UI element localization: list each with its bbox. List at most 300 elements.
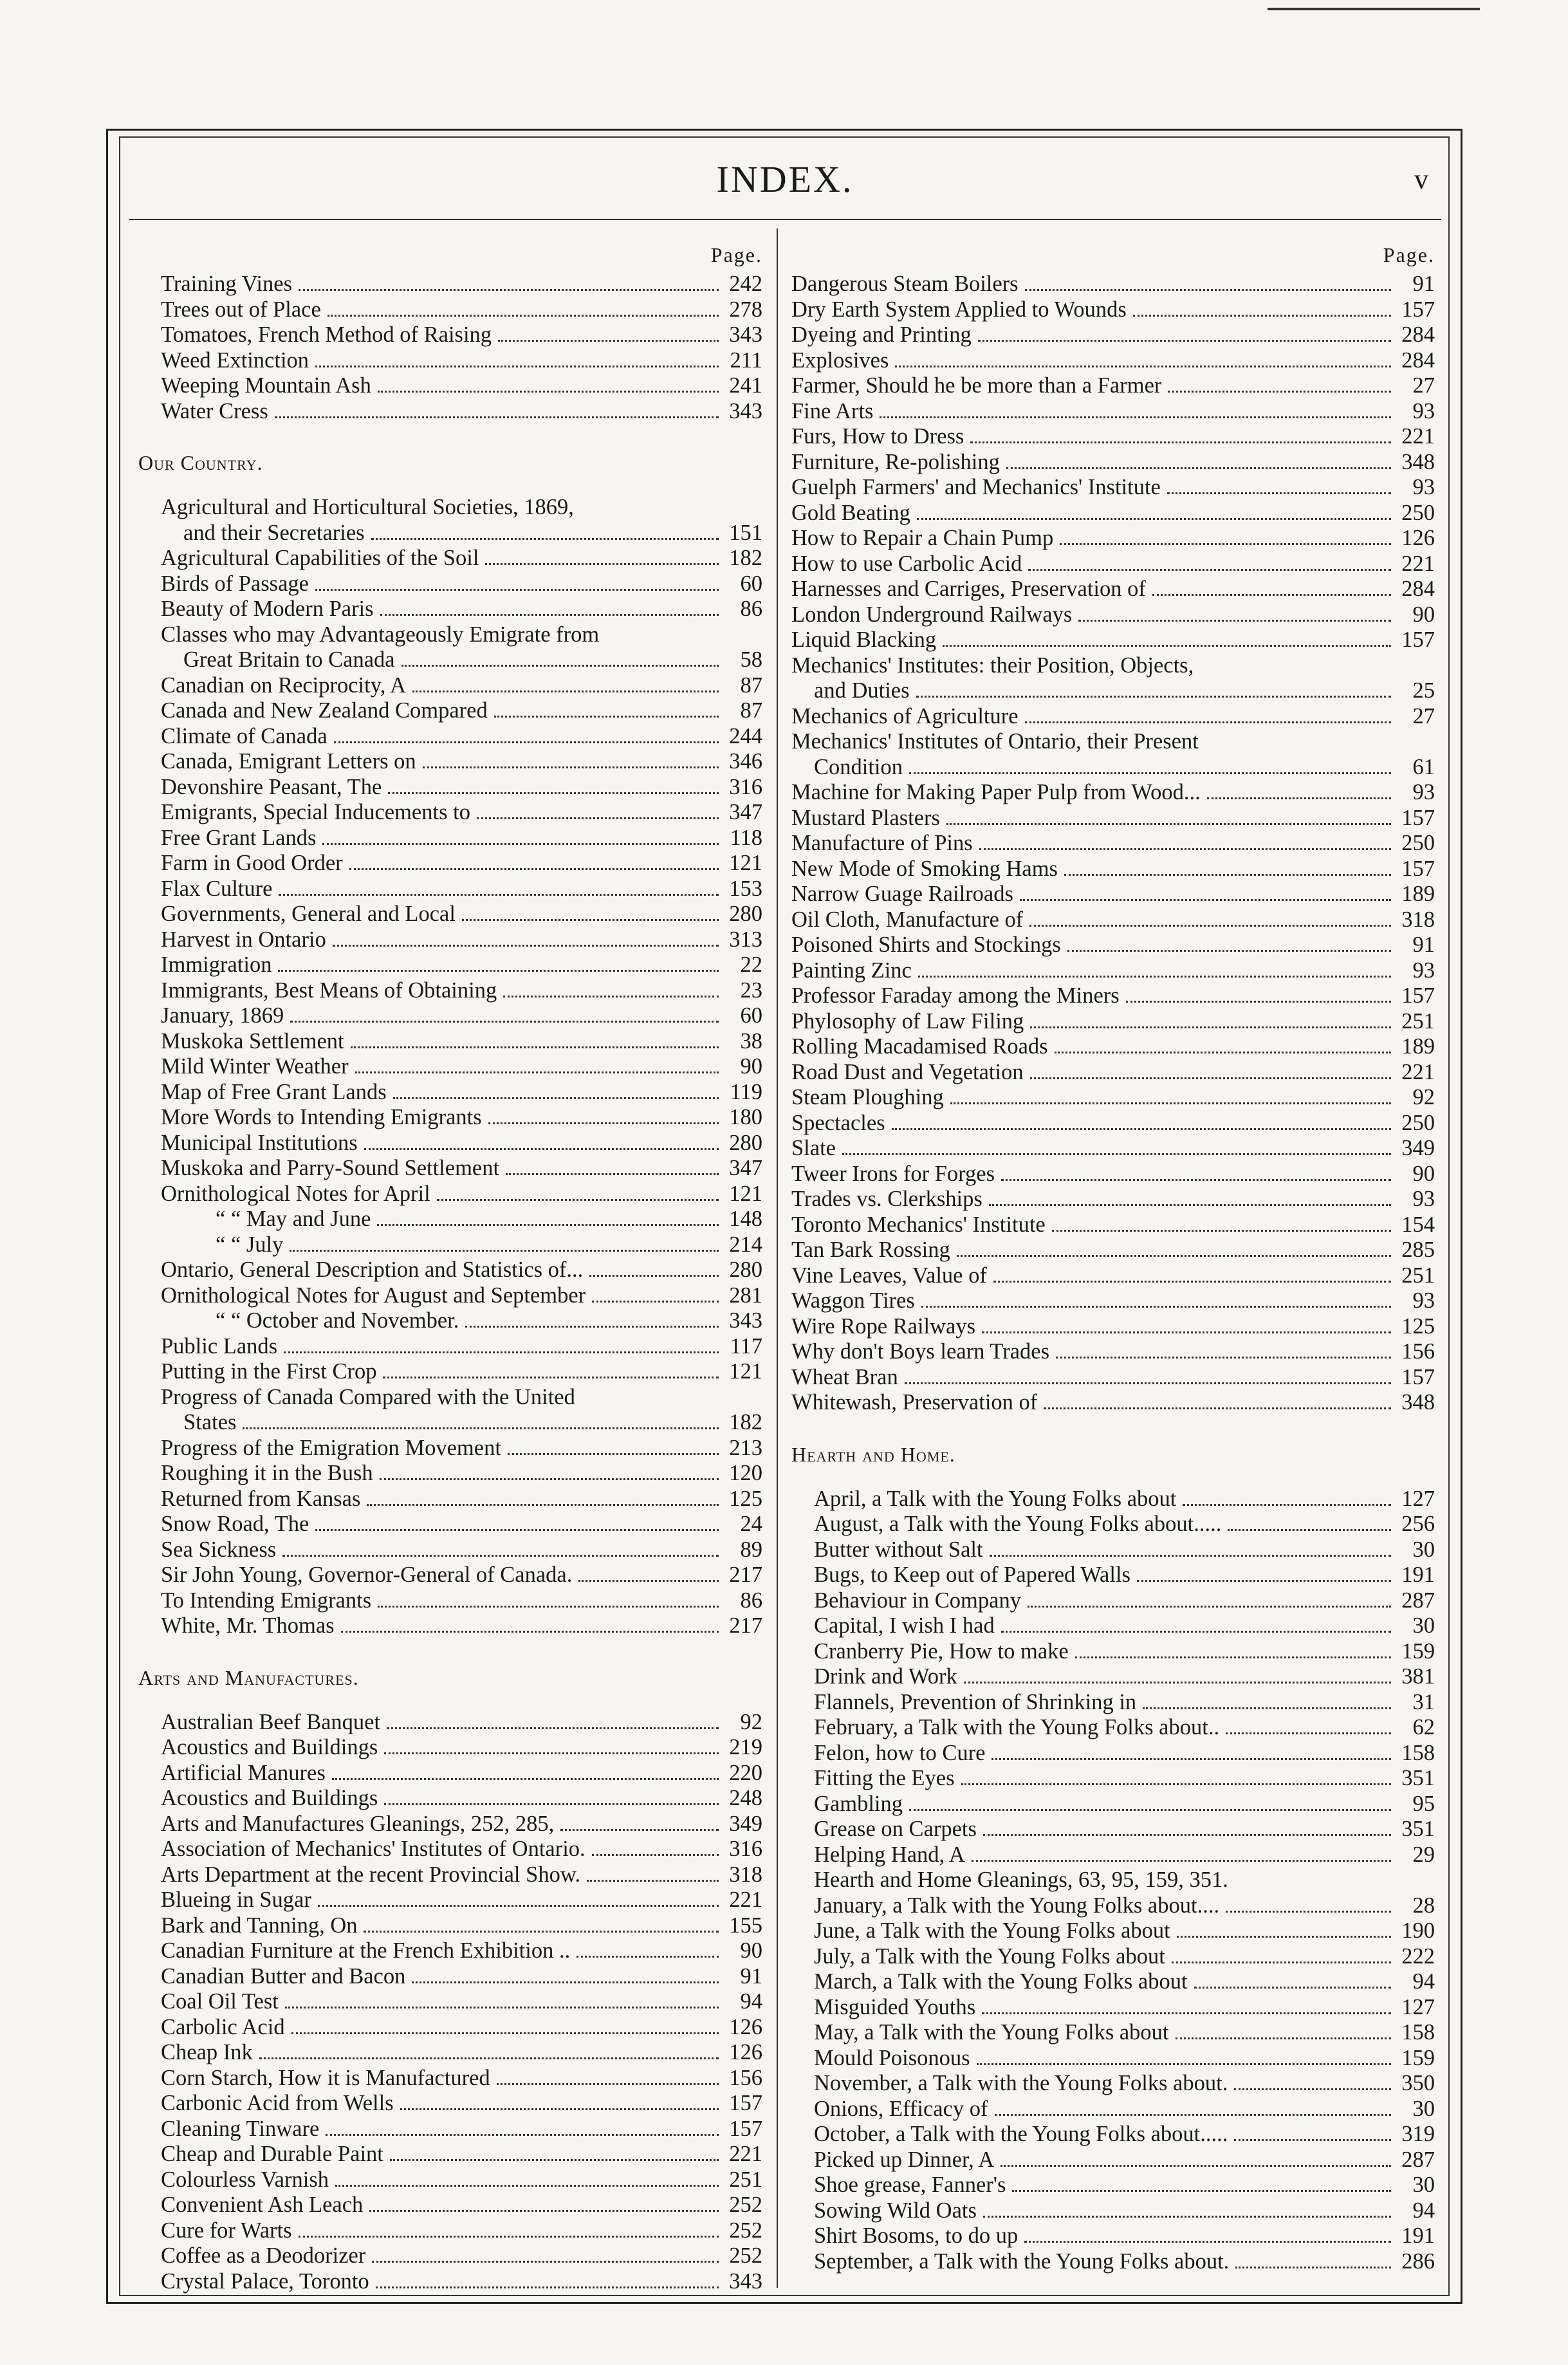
leader-dots bbox=[364, 1931, 719, 1933]
index-entry bbox=[138, 2142, 762, 2167]
index-entry-label: Cure for Warts bbox=[161, 2218, 292, 2243]
index-entry bbox=[791, 907, 1435, 933]
index-entry bbox=[791, 704, 1435, 730]
leader-dots bbox=[400, 2108, 719, 2110]
index-entry-page: 157 bbox=[729, 2116, 762, 2141]
index-entry-page: 25 bbox=[1412, 678, 1435, 703]
right-entries-1 bbox=[791, 272, 1435, 653]
index-entry bbox=[791, 2249, 1435, 2275]
leader-dots bbox=[950, 1102, 1391, 1104]
index-entry-label: Farm in Good Order bbox=[161, 851, 343, 875]
leader-dots bbox=[1194, 1987, 1391, 1989]
index-entry bbox=[138, 673, 762, 699]
leader-dots bbox=[989, 1204, 1391, 1206]
leader-dots bbox=[327, 315, 719, 317]
leader-dots bbox=[364, 1148, 719, 1150]
leader-dots bbox=[488, 1122, 719, 1124]
index-entry-page: 121 bbox=[729, 1181, 762, 1206]
index-entry-label: Furniture, Re-polishing bbox=[791, 449, 1000, 474]
our-country-entries-1 bbox=[138, 546, 762, 622]
index-entry-label: Explosives bbox=[791, 348, 889, 373]
index-entry-label: Municipal Institutions bbox=[161, 1130, 358, 1155]
index-entry bbox=[138, 597, 762, 622]
leader-dots bbox=[1234, 2088, 1391, 2090]
index-entry-page: 90 bbox=[740, 1054, 762, 1079]
index-entry bbox=[791, 1588, 1435, 1614]
index-entry-page: 121 bbox=[729, 1359, 762, 1384]
index-entry-label: Slate bbox=[791, 1136, 836, 1160]
leader-dots bbox=[1172, 1962, 1391, 1963]
leader-dots bbox=[437, 1199, 719, 1201]
index-entry-label: Wire Rope Railways bbox=[791, 1313, 976, 1339]
index-entry bbox=[791, 932, 1435, 958]
index-entry-label: Mustard Plasters bbox=[791, 805, 940, 830]
index-entry bbox=[138, 2117, 762, 2142]
index-entry-page: 343 bbox=[729, 1308, 762, 1333]
leader-dots bbox=[393, 1097, 719, 1099]
index-entry-label: Corn Starch, How it is Manufactured bbox=[161, 2065, 490, 2090]
index-entry bbox=[138, 2015, 762, 2041]
index-entry-page: 157 bbox=[1401, 627, 1435, 652]
index-entry-page: 221 bbox=[1401, 1059, 1435, 1084]
index-entry-label: Shoe grease, Fanner's bbox=[814, 2173, 1006, 2197]
leader-dots bbox=[315, 1529, 719, 1531]
index-entry bbox=[791, 2198, 1435, 2224]
index-entry-page: 221 bbox=[1401, 551, 1435, 576]
index-entry-page: 214 bbox=[729, 1232, 762, 1257]
index-entry-page: 157 bbox=[1401, 805, 1435, 830]
index-entry bbox=[791, 424, 1435, 450]
index-entry-label: London Underground Railways bbox=[791, 602, 1073, 627]
column-page-heading: Page. bbox=[710, 243, 762, 266]
index-entry bbox=[138, 1989, 762, 2015]
index-entry-label: Felon, how to Cure bbox=[814, 1740, 986, 1765]
leader-dots bbox=[290, 1021, 719, 1023]
index-entry-label: Rolling Macadamised Roads bbox=[791, 1034, 1048, 1059]
index-entry-page: 23 bbox=[740, 978, 762, 1003]
index-entry-label: Coal Oil Test bbox=[161, 1989, 279, 2014]
index-entry bbox=[138, 902, 762, 927]
index-entry-page: 27 bbox=[1412, 373, 1435, 398]
index-entry-label: Toronto Mechanics' Institute bbox=[791, 1212, 1046, 1237]
index-entry-page: 154 bbox=[1401, 1212, 1435, 1237]
leader-dots bbox=[892, 1128, 1391, 1130]
index-entry-label: Dyeing and Printing bbox=[791, 322, 972, 347]
index-entry-page: 316 bbox=[729, 1837, 762, 1861]
index-entry-label: Dangerous Steam Boilers bbox=[791, 272, 1019, 296]
leader-dots bbox=[1060, 543, 1391, 545]
leader-dots bbox=[412, 1981, 719, 1983]
index-entry-label: Bugs, to Keep out of Papered Walls bbox=[814, 1563, 1130, 1587]
index-entry-label: Arts Department at the recent Provincial Show. bbox=[161, 1862, 581, 1887]
leader-dots bbox=[1028, 569, 1391, 571]
index-entry-page: 157 bbox=[1401, 856, 1435, 881]
index-entry-page: 93 bbox=[1412, 475, 1435, 499]
index-entry-label: October, a Talk with the Young Folks about..... bbox=[814, 2122, 1228, 2146]
index-entry bbox=[138, 2167, 762, 2193]
index-entry-page: 189 bbox=[1401, 882, 1435, 906]
hearth-entries-2 bbox=[791, 1893, 1435, 2275]
leader-dots bbox=[1234, 2139, 1391, 2141]
index-entry-label: Shirt Bosoms, to do up bbox=[814, 2223, 1019, 2248]
leader-dots bbox=[1137, 1580, 1391, 1582]
leader-dots bbox=[1075, 1656, 1391, 1658]
index-entry-label: Birds of Passage bbox=[161, 571, 309, 596]
index-entry-label: Vine Leaves, Value of bbox=[791, 1263, 987, 1288]
index-entry-label: “ “ July bbox=[216, 1232, 284, 1257]
index-entry bbox=[791, 831, 1435, 857]
index-entry bbox=[138, 1308, 762, 1334]
index-entry-page: 158 bbox=[1401, 1740, 1435, 1765]
index-entry-label: How to use Carbolic Acid bbox=[791, 551, 1022, 576]
leader-dots bbox=[972, 1860, 1391, 1862]
index-entry bbox=[138, 399, 762, 425]
leader-dots bbox=[369, 2210, 719, 2212]
leader-dots bbox=[1067, 950, 1391, 952]
index-entry bbox=[138, 724, 762, 750]
index-entry-page: 90 bbox=[740, 1938, 762, 1963]
index-entry bbox=[138, 952, 762, 978]
index-entry bbox=[791, 1060, 1435, 1086]
index-entry bbox=[138, 1964, 762, 1990]
index-entry bbox=[791, 1365, 1435, 1391]
leader-dots bbox=[1012, 2190, 1391, 2192]
index-entry-label: Painting Zinc bbox=[791, 958, 912, 983]
leader-dots bbox=[1177, 1936, 1391, 1938]
leader-dots bbox=[465, 1326, 719, 1328]
index-entry-page: 159 bbox=[1401, 1638, 1435, 1664]
index-entry bbox=[791, 806, 1435, 831]
index-entry-label: Great Britain to Canada bbox=[183, 647, 395, 672]
index-entry-page: 60 bbox=[740, 1003, 762, 1028]
index-entry-label: Whitewash, Preservation of bbox=[791, 1390, 1038, 1414]
index-entry-page: 127 bbox=[1401, 1486, 1435, 1511]
index-entry-label: Roughing it in the Bush bbox=[161, 1461, 373, 1485]
leader-dots bbox=[387, 1727, 719, 1729]
index-entry-page: 90 bbox=[1412, 1161, 1435, 1186]
leader-dots bbox=[992, 1758, 1391, 1760]
leader-dots bbox=[1126, 1001, 1391, 1003]
index-entry bbox=[791, 958, 1435, 984]
index-entry bbox=[791, 1918, 1435, 1944]
index-entry bbox=[138, 1080, 762, 1106]
index-entry-page: 120 bbox=[729, 1461, 762, 1485]
index-entry bbox=[791, 1690, 1435, 1716]
index-entry-label: Helping Hand, A bbox=[814, 1842, 965, 1867]
index-entry-page: 93 bbox=[1412, 1187, 1435, 1211]
index-entry-page: 86 bbox=[740, 597, 762, 621]
index-entry-page: 58 bbox=[740, 647, 762, 672]
leader-dots bbox=[290, 1250, 719, 1252]
index-entry-page: 347 bbox=[729, 1156, 762, 1180]
index-entry bbox=[791, 780, 1435, 806]
index-entry-page: 157 bbox=[729, 2091, 762, 2115]
index-entry-page: 241 bbox=[729, 373, 762, 398]
index-entry bbox=[791, 1314, 1435, 1340]
index-entry-label: Artificial Manures bbox=[161, 1760, 326, 1785]
index-entry-page: 222 bbox=[1401, 1943, 1435, 1969]
index-entry-page: 250 bbox=[1401, 1110, 1435, 1135]
index-entry-page: 24 bbox=[740, 1512, 762, 1536]
leader-dots bbox=[282, 1555, 719, 1557]
index-entry-page: 381 bbox=[1401, 1664, 1435, 1689]
top-corner-rule bbox=[1268, 1, 1480, 10]
index-entry-label: Cheap and Durable Paint bbox=[161, 2142, 383, 2166]
index-entry-page: 92 bbox=[1412, 1085, 1435, 1109]
index-entry bbox=[138, 272, 762, 297]
index-entry-label: November, a Talk with the Young Folks about. bbox=[814, 2071, 1228, 2095]
leader-dots bbox=[401, 665, 719, 667]
index-entry-page: 244 bbox=[729, 723, 762, 748]
leader-dots bbox=[462, 919, 719, 921]
index-entry-label: Why don't Boys learn Trades bbox=[791, 1339, 1050, 1364]
leader-dots bbox=[299, 289, 719, 291]
index-entry-label: States bbox=[183, 1410, 237, 1434]
index-entry bbox=[791, 1995, 1435, 2021]
leader-dots bbox=[576, 1956, 719, 1958]
index-entry-label: Mild Winter Weather bbox=[161, 1054, 349, 1079]
index-entry bbox=[138, 2091, 762, 2117]
leader-dots bbox=[291, 2032, 719, 2034]
index-entry bbox=[138, 297, 762, 323]
index-entry bbox=[791, 1969, 1435, 1995]
index-entry bbox=[138, 322, 762, 348]
leader-dots bbox=[1183, 1504, 1391, 1506]
index-entry-label: and Duties bbox=[814, 678, 910, 703]
index-entry-page: 278 bbox=[729, 297, 762, 322]
our-country-entries-2 bbox=[138, 673, 762, 1385]
index-entry-label: Professor Faraday among the Miners bbox=[791, 983, 1120, 1008]
index-entry-page: 62 bbox=[1412, 1715, 1435, 1739]
index-entry bbox=[138, 1029, 762, 1055]
index-entry-page: 220 bbox=[729, 1760, 762, 1785]
leader-dots bbox=[378, 391, 719, 393]
index-entry-page: 348 bbox=[1401, 449, 1435, 474]
leader-dots bbox=[384, 1803, 719, 1805]
leader-dots bbox=[982, 1331, 1391, 1333]
index-entry bbox=[791, 1613, 1435, 1639]
index-entry-label: Public Lands bbox=[161, 1333, 278, 1359]
index-entry-page: 219 bbox=[729, 1735, 762, 1759]
index-entry-label: Narrow Guage Railroads bbox=[791, 882, 1013, 906]
index-entry-page: 280 bbox=[729, 1130, 762, 1155]
index-entry-page: 92 bbox=[740, 1709, 762, 1734]
index-entry-page: 348 bbox=[1401, 1390, 1435, 1414]
index-entry-page: 148 bbox=[729, 1207, 762, 1231]
index-entry bbox=[791, 1792, 1435, 1817]
index-entry-text: Progress of Canada Compared with the United bbox=[161, 1384, 575, 1409]
leader-dots bbox=[259, 2057, 719, 2059]
index-entry-page: 126 bbox=[729, 2040, 762, 2064]
index-entry-label: Sowing Wild Oats bbox=[814, 2198, 977, 2223]
leader-dots bbox=[1168, 391, 1391, 393]
index-entry bbox=[791, 272, 1435, 297]
index-entry-label: Coffee as a Deodorizer bbox=[161, 2243, 366, 2268]
leader-dots bbox=[498, 340, 719, 342]
leader-dots bbox=[587, 1880, 719, 1882]
leader-dots bbox=[332, 1778, 719, 1780]
index-entry-label: Misguided Youths bbox=[814, 1994, 976, 2019]
index-entry-page: 211 bbox=[730, 348, 762, 373]
index-entry-label: February, a Talk with the Young Folks about.. bbox=[814, 1715, 1220, 1739]
leader-dots bbox=[1001, 1631, 1391, 1633]
index-entry bbox=[791, 2046, 1435, 2072]
index-entry-page: 30 bbox=[1412, 2096, 1435, 2121]
leader-dots bbox=[1052, 1230, 1391, 1232]
index-entry-label: Ornithological Notes for April bbox=[161, 1181, 430, 1206]
index-entry bbox=[791, 1639, 1435, 1665]
index-entry-label: July, a Talk with the Young Folks about bbox=[814, 1943, 1165, 1969]
index-entry-page: 28 bbox=[1412, 1893, 1435, 1918]
index-entry-label: Canada, Emigrant Letters on bbox=[161, 749, 416, 774]
index-entry bbox=[791, 1715, 1435, 1741]
leader-dots bbox=[1044, 1407, 1391, 1409]
leader-dots bbox=[279, 894, 719, 896]
index-entry-page: 125 bbox=[1401, 1313, 1435, 1339]
leader-dots bbox=[275, 416, 719, 418]
index-entry bbox=[138, 1105, 762, 1131]
index-entry-text: Mechanics' Institutes: their Position, Objects, bbox=[791, 653, 1194, 678]
index-entry-text: Hearth and Home Gleanings, 63, 95, 159, 351. bbox=[814, 1868, 1228, 1892]
index-entry-page: 221 bbox=[729, 2142, 762, 2166]
index-entry-page: 91 bbox=[740, 1963, 762, 1989]
index-entry-label: Manufacture of Pins bbox=[791, 831, 973, 855]
index-entry bbox=[138, 1359, 762, 1385]
index-entry bbox=[138, 1283, 762, 1309]
index-entry-label: Training Vines bbox=[161, 272, 293, 296]
index-entry-label: To Intending Emigrants bbox=[161, 1588, 372, 1613]
index-entry bbox=[791, 450, 1435, 476]
index-entry bbox=[791, 2223, 1435, 2249]
index-entry-page: 319 bbox=[1401, 2122, 1435, 2146]
index-entry-label: Canadian Furniture at the French Exhibition .. bbox=[161, 1938, 571, 1963]
index-entry-label: Fine Arts bbox=[791, 398, 874, 423]
leader-dots bbox=[1235, 2267, 1391, 2268]
index-entry bbox=[791, 678, 1435, 704]
index-entry-page: 30 bbox=[1412, 1537, 1435, 1562]
index-entry bbox=[791, 1238, 1435, 1263]
leader-dots bbox=[506, 1173, 719, 1175]
leader-dots bbox=[592, 1854, 719, 1856]
index-entry-label: “ “ May and June bbox=[216, 1207, 371, 1231]
index-entry bbox=[791, 1009, 1435, 1035]
leader-dots bbox=[377, 1224, 719, 1226]
index-entry-label: Phylosophy of Law Filing bbox=[791, 1008, 1024, 1034]
leader-dots bbox=[423, 766, 719, 768]
index-entry-page: 89 bbox=[740, 1537, 762, 1562]
leader-dots bbox=[243, 1427, 719, 1429]
index-entry-label: Sea Sickness bbox=[161, 1537, 277, 1562]
index-entry bbox=[791, 1766, 1435, 1792]
index-entry-label: September, a Talk with the Young Folks about. bbox=[814, 2249, 1230, 2274]
index-entry-page: 91 bbox=[1412, 272, 1435, 296]
leader-dots bbox=[315, 589, 719, 591]
index-entry-label: Picked up Dinner, A bbox=[814, 2147, 995, 2172]
index-entry-page: 280 bbox=[729, 902, 762, 926]
index-entry bbox=[791, 1563, 1435, 1588]
index-entry bbox=[791, 755, 1435, 781]
index-entry bbox=[138, 1512, 762, 1537]
leader-dots bbox=[979, 848, 1391, 850]
leader-dots bbox=[589, 1275, 719, 1277]
index-entry-page: 61 bbox=[1412, 754, 1435, 779]
index-entry-label: Carbolic Acid bbox=[161, 2014, 285, 2039]
index-entry bbox=[138, 521, 762, 546]
leader-dots bbox=[1207, 797, 1391, 799]
index-entry-label: Flax Culture bbox=[161, 876, 273, 901]
index-entry-page: 31 bbox=[1412, 1689, 1435, 1714]
index-entry-label: Governments, General and Local bbox=[161, 902, 456, 926]
leader-dots bbox=[322, 843, 719, 845]
index-entry-page: 284 bbox=[1401, 348, 1435, 373]
index-entry bbox=[138, 1887, 762, 1913]
index-entry-label: Drink and Work bbox=[814, 1664, 957, 1689]
index-entry-page: 343 bbox=[729, 322, 762, 347]
index-entry bbox=[791, 1136, 1435, 1162]
leader-dots bbox=[372, 2261, 719, 2263]
index-entry-label: Water Cress bbox=[161, 398, 268, 423]
index-entry bbox=[138, 1410, 762, 1436]
index-entry-label: New Mode of Smoking Hams bbox=[791, 856, 1058, 881]
index-entry-label: Capital, I wish I had bbox=[814, 1613, 995, 1638]
leader-dots bbox=[1226, 1911, 1391, 1913]
index-entry-page: 252 bbox=[729, 2218, 762, 2243]
index-entry bbox=[138, 826, 762, 851]
leader-dots bbox=[592, 1301, 719, 1303]
index-entry-page: 158 bbox=[1401, 2020, 1435, 2045]
section-title-arts: Arts and Manufactures. bbox=[138, 1665, 359, 1689]
index-entry-page: 351 bbox=[1401, 1817, 1435, 1841]
index-entry-label: Spectacles bbox=[791, 1110, 885, 1135]
leader-dots bbox=[993, 1281, 1391, 1283]
index-entry bbox=[791, 2097, 1435, 2122]
leader-dots bbox=[1001, 1179, 1391, 1181]
leader-dots bbox=[380, 614, 719, 616]
index-entry bbox=[138, 1207, 762, 1232]
leader-dots bbox=[1020, 899, 1391, 901]
index-entry-page: 252 bbox=[729, 2243, 762, 2268]
index-entry-label: Canadian on Reciprocity, A bbox=[161, 672, 406, 698]
index-entry bbox=[138, 851, 762, 876]
index-entry-label: Behaviour in Company bbox=[814, 1588, 1021, 1613]
index-entry-label: Steam Ploughing bbox=[791, 1085, 944, 1109]
index-entry-page: 86 bbox=[740, 1588, 762, 1613]
leader-dots bbox=[961, 1783, 1392, 1785]
index-entry bbox=[791, 1162, 1435, 1187]
index-entry-page: 190 bbox=[1401, 1918, 1435, 1943]
index-entry-label: Convenient Ash Leach bbox=[161, 2193, 364, 2217]
page-header bbox=[129, 158, 1441, 216]
index-entry-label: Emigrants, Special Inducements to bbox=[161, 800, 470, 824]
index-entry-label: Blueing in Sugar bbox=[161, 1887, 311, 1912]
index-entry bbox=[791, 1390, 1435, 1416]
index-entry-label: May, a Talk with the Young Folks about bbox=[814, 2020, 1169, 2045]
index-entry-label: Machine for Making Paper Pulp from Wood... bbox=[791, 780, 1201, 804]
index-entry bbox=[791, 983, 1435, 1009]
index-entry-label: Weed Extinction bbox=[161, 348, 309, 373]
leader-dots bbox=[1152, 594, 1391, 596]
index-entry-label: Agricultural Capabilities of the Soil bbox=[161, 546, 479, 570]
index-entry-label: Guelph Farmers' and Mechanics' Institute bbox=[791, 475, 1161, 499]
index-entry bbox=[791, 501, 1435, 526]
index-entry bbox=[791, 348, 1435, 374]
index-entry-label: Association of Mechanics' Institutes of Ontario. bbox=[161, 1837, 586, 1861]
index-entry bbox=[791, 475, 1435, 501]
index-entry-label: Harnesses and Carriges, Preservation of bbox=[791, 577, 1146, 601]
index-entry-label: January, a Talk with the Young Folks about.... bbox=[814, 1893, 1220, 1918]
index-entry-label: More Words to Intending Emigrants bbox=[161, 1105, 482, 1129]
leader-dots bbox=[412, 691, 719, 692]
